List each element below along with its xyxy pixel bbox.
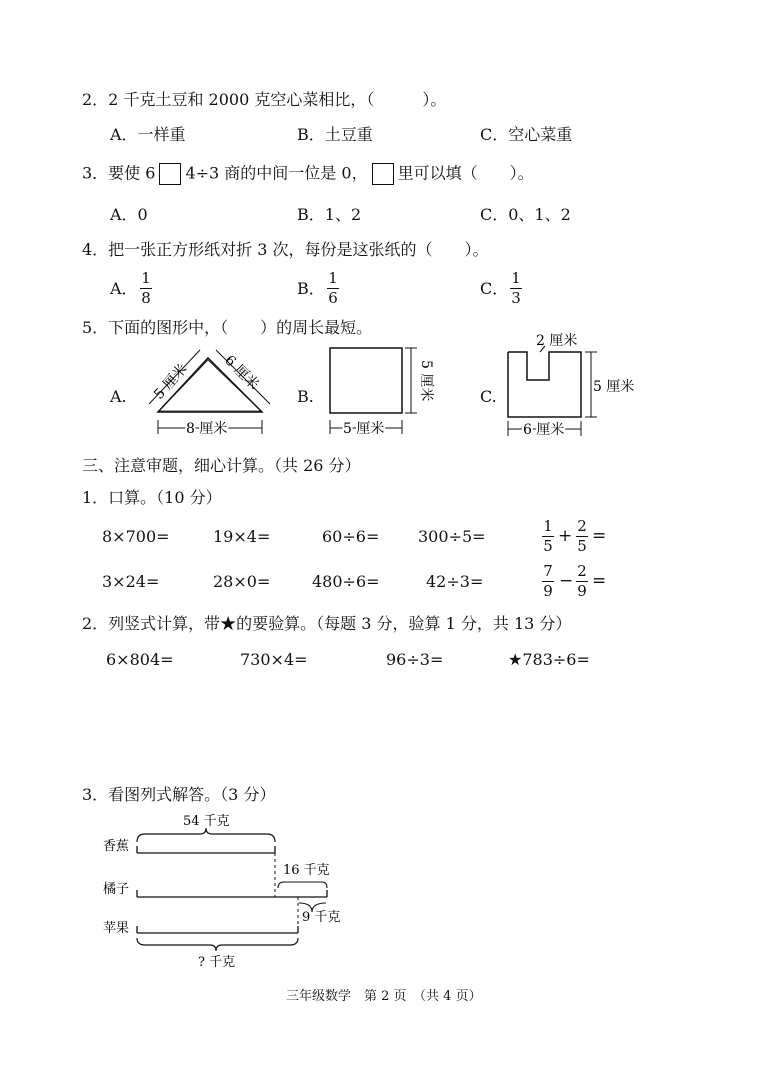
oral-calc-item: 28×0=	[213, 572, 271, 591]
orange-label: 橘子	[103, 882, 130, 897]
square-side-label: 5 厘米	[418, 360, 434, 402]
unknown-weight-label: ? 千克	[198, 955, 236, 970]
apple-label: 苹果	[103, 921, 130, 936]
oral-calc-item: 300÷5=	[418, 527, 486, 546]
square-base-label: 5 厘米	[343, 421, 385, 437]
banana-weight-label: 54 千克	[183, 814, 230, 829]
notch-width-label: 2 厘米	[536, 333, 578, 349]
apple-diff-label: 9 千克	[302, 910, 341, 925]
diagram-question-title: 3．看图列式解答。（3 分）	[82, 785, 276, 804]
q3-middle: 4÷3 商的中间一位是 0，	[185, 163, 368, 183]
q2-option-c: C．空心菜重	[480, 125, 573, 144]
frac-1-op: +	[558, 526, 573, 546]
triangle-right-label: 6 厘米	[221, 352, 262, 394]
section-3-heading: 三、注意审题，细心计算。（共 26 分）	[82, 456, 361, 475]
q5-option-a-label: A.	[110, 387, 127, 406]
q4-option-c-fraction: 1 3	[511, 269, 521, 307]
oral-calc-item: 60÷6=	[322, 527, 380, 546]
q2-option-b: B．土豆重	[297, 125, 373, 144]
q5-option-c-label: C.	[480, 387, 497, 406]
oral-calc-title: 1．口算。（10 分）	[82, 488, 222, 507]
q5-option-b-label: B.	[297, 387, 314, 406]
q4-option-a-label: A．	[110, 279, 138, 298]
oral-calc-item: 19×4=	[213, 527, 271, 546]
q3-end: 里可以填（ ）。	[397, 163, 534, 183]
q3-option-c: C．0、1、2	[480, 205, 571, 224]
oral-calc-item: 480÷6=	[312, 572, 380, 591]
oral-calc-item: 8×700=	[102, 527, 170, 546]
vertical-calc-item: 6×804=	[106, 650, 174, 669]
frac-1-b: 2 5	[577, 517, 587, 555]
shape-c-height-label: 5 厘米	[593, 379, 635, 395]
page-footer: 三年级数学 第 2 页 （共 4 页）	[286, 989, 482, 1004]
q4-option-b-label: B．	[297, 279, 325, 298]
triangle-left-label: 5 厘米	[151, 361, 191, 403]
q4-option-a-fraction: 1 8	[141, 269, 151, 307]
question-2: 2．2 千克土豆和 2000 克空心菜相比，（ ）。	[82, 90, 447, 109]
oral-calc-item: 42÷3=	[426, 572, 484, 591]
vertical-calc-item: 730×4=	[240, 650, 308, 669]
vertical-calc-item-starred: ★783÷6=	[508, 650, 590, 669]
frac-2-a: 7 9	[543, 562, 553, 600]
oral-calc-item: 3×24=	[102, 572, 160, 591]
q4-option-b-fraction: 1 6	[328, 269, 338, 307]
question-4: 4．把一张正方形纸对折 3 次，每份是这张纸的（ ）。	[82, 240, 489, 259]
q2-option-a: A．一样重	[110, 125, 186, 144]
vertical-calc-title: 2．列竖式计算，带★的要验算。（每题 3 分，验算 1 分，共 13 分）	[82, 614, 572, 633]
frac-1-eq: =	[592, 526, 607, 546]
triangle-base-label: 8 厘米	[186, 421, 228, 437]
shape-c-base-label: 6 厘米	[523, 422, 565, 438]
frac-2-op: −	[559, 571, 574, 591]
q3-option-b: B．1、2	[297, 205, 362, 224]
q4-option-c-label: C．	[480, 279, 509, 298]
vertical-calc-item: 96÷3=	[386, 650, 444, 669]
banana-label: 香蕉	[103, 839, 130, 854]
orange-diff-label: 16 千克	[283, 863, 330, 878]
frac-1-a: 1 5	[543, 517, 553, 555]
frac-2-b: 2 9	[577, 562, 587, 600]
q3-option-a: A．0	[110, 205, 148, 224]
question-5: 5．下面的图形中，（ ）的周长最短。	[82, 318, 373, 337]
frac-2-eq: =	[592, 571, 607, 591]
bar-diagram	[137, 828, 327, 951]
q3-prefix: 3．要使 6	[82, 163, 156, 183]
